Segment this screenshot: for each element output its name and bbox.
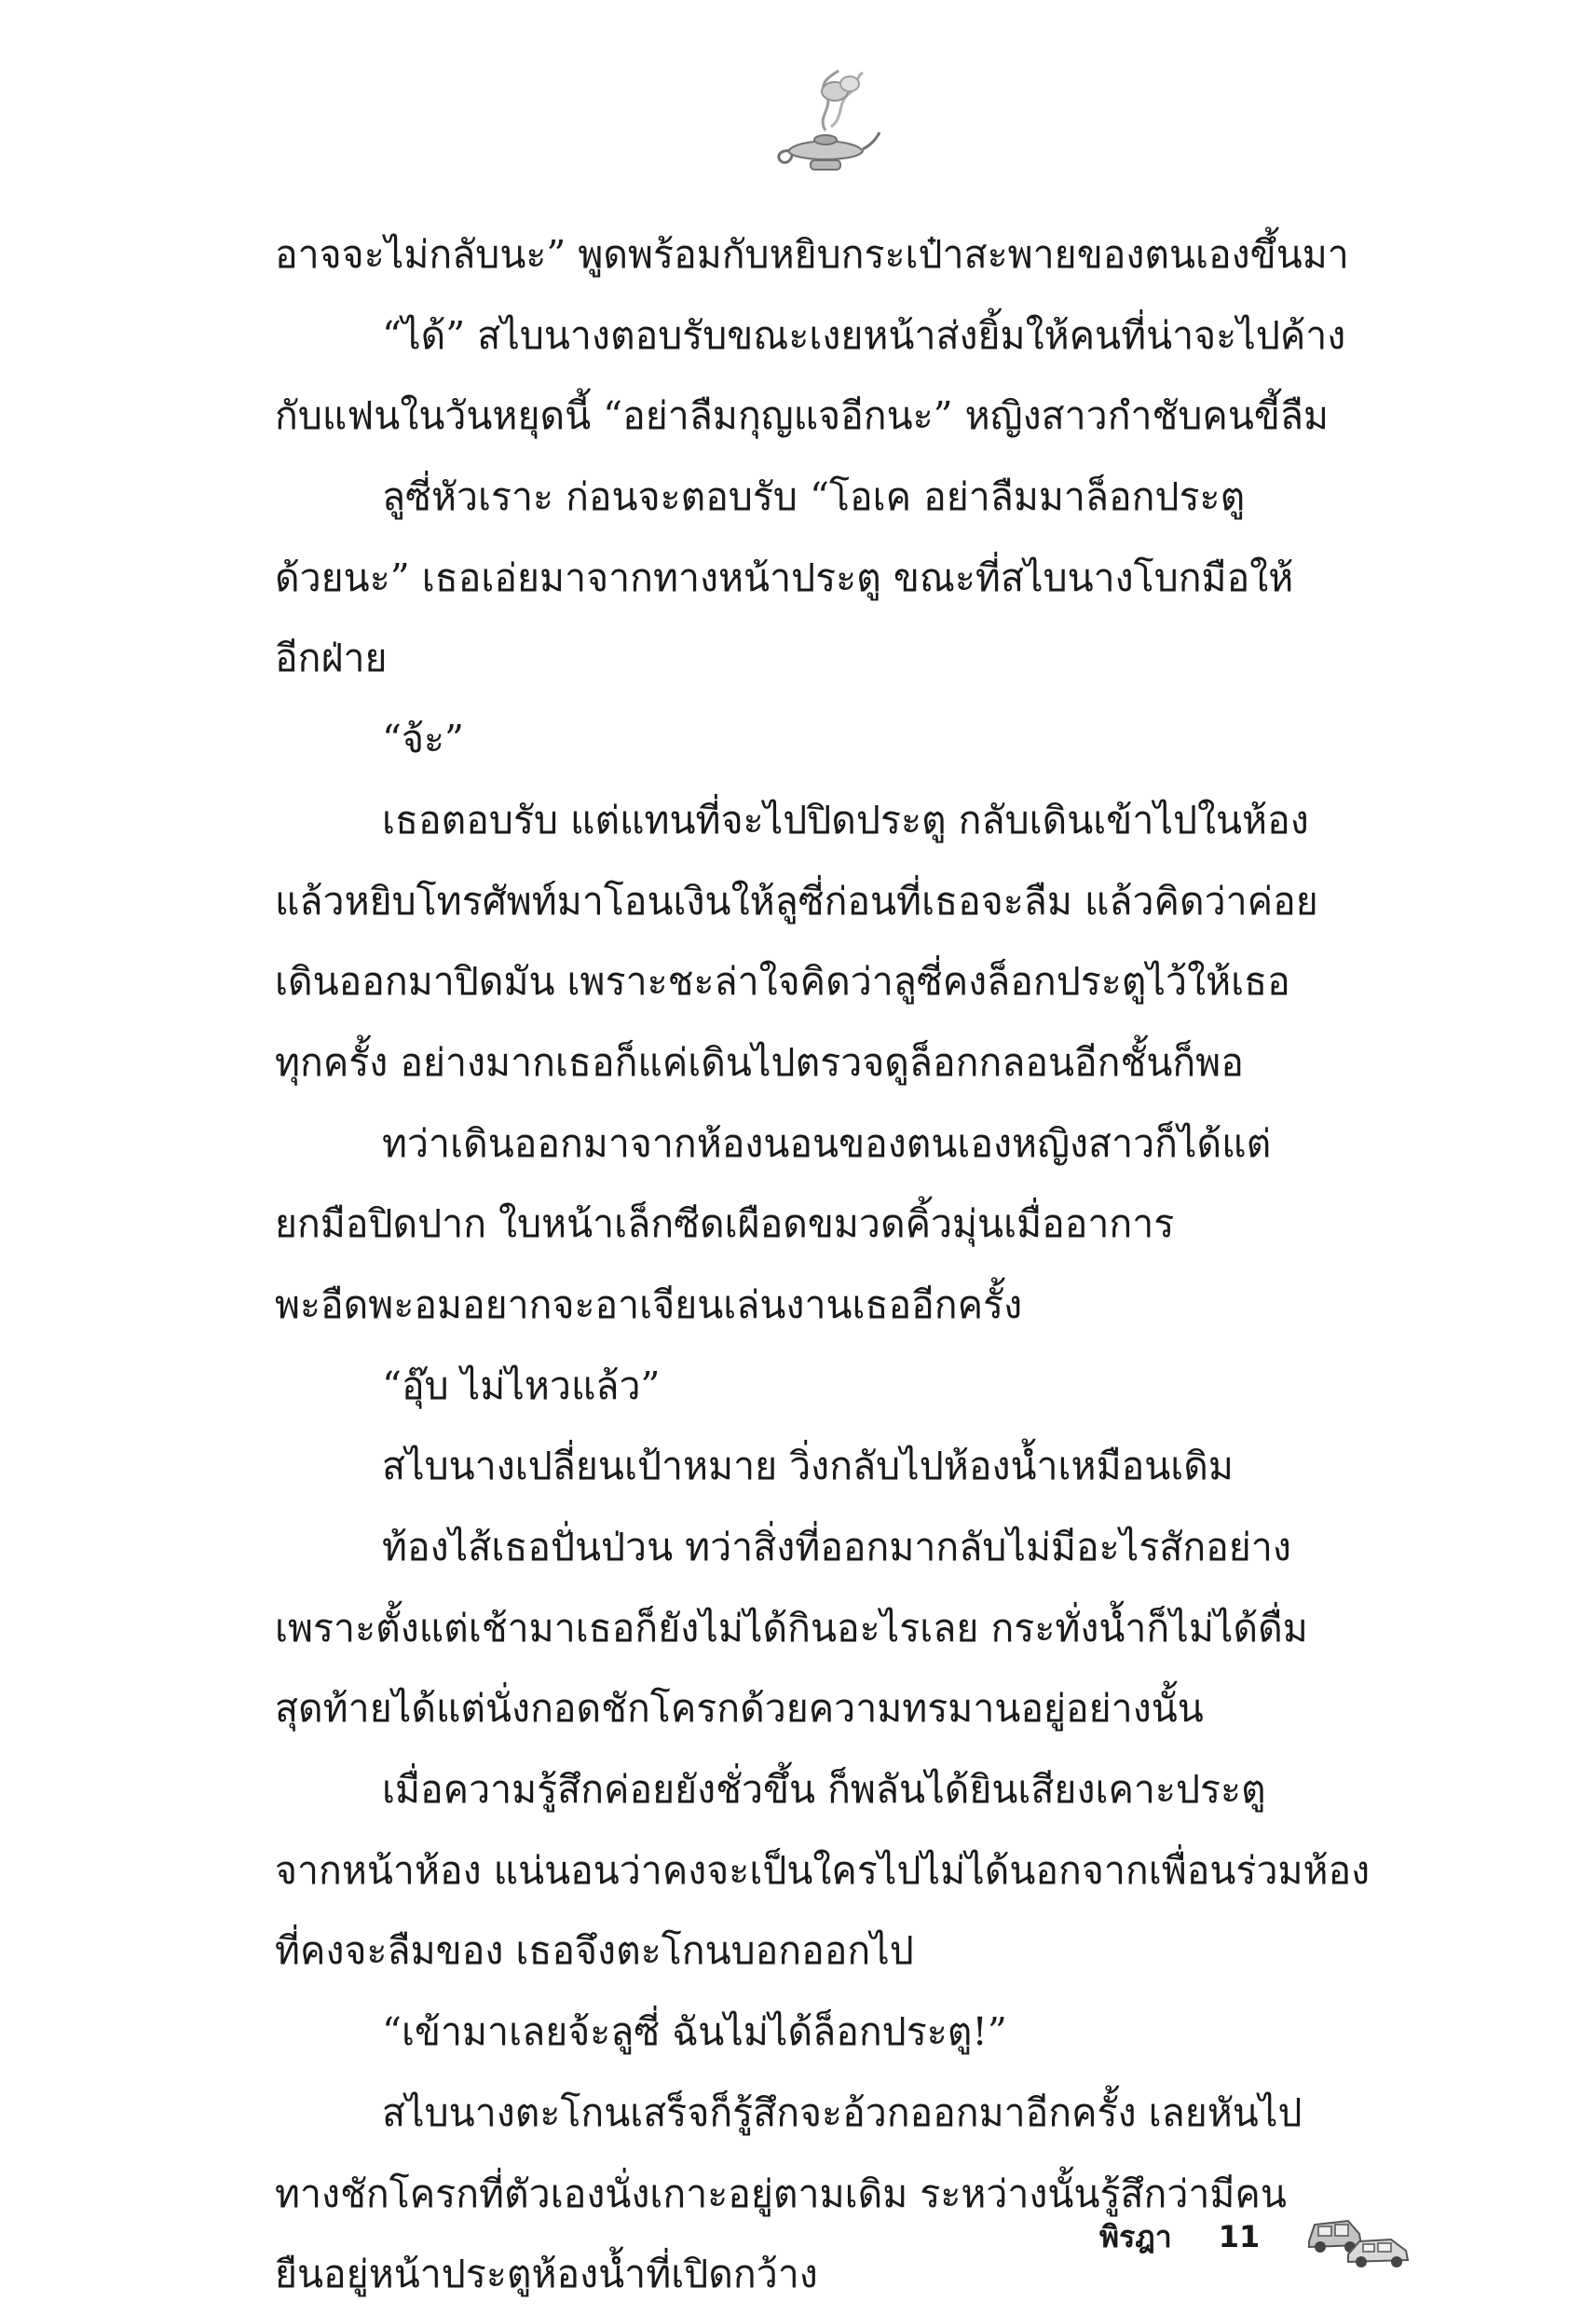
text-line: สไบนางตะโกนเสร็จก็รู้สึกจะอ้วกออกมาอีกครั้ง เลยหันไป [382,2089,1303,2135]
text-line: อีกฝ่าย [275,636,388,681]
text-line: ด้วยนะ” เธอเอ่ยมาจากทางหน้าประตู ขณะที่สไบนางโบกมือให้ [275,555,1294,600]
author-name: พิรฎา [1099,2218,1172,2254]
text-line: ลูซี่หัวเราะ ก่อนจะตอบรับ “โอเค อย่าลืมมาล็อกประตู [382,474,1246,520]
text-line: แล้วหยิบโทรศัพท์มาโอนเงินให้ลูซี่ก่อนที่เธอจะลืม แล้วคิดว่าค่อย [275,878,1318,924]
page-number: 11 [1218,2219,1261,2254]
text-line: จากหน้าห้อง แน่นอนว่าคงจะเป็นใครไปไม่ได้นอกจากเพื่อนร่วมห้อง [275,1847,1371,1893]
text-line: เธอตอบรับ แต่แทนที่จะไปปิดประตู กลับเดินเข้าไปในห้อง [382,797,1309,842]
text-line: ที่คงจะลืมของ เธอจึงตะโกนบอกออกไป [275,1928,914,1974]
text-line: “อุ๊บ ไม่ไหวแล้ว” [382,1363,661,1408]
cars-icon [1302,2204,1413,2269]
text-line: ทุกครั้ง อย่างมากเธอก็แค่เดินไปตรวจดูล็อกกลอนอีกชั้นก็พอ [275,1039,1244,1085]
text-line: ท้องไส้เธอปั่นป่วน ทว่าสิ่งที่ออกมากลับไม่มีอะไรสักอย่าง [382,1525,1291,1569]
text-line: เดินออกมาปิดมัน เพราะชะล่าใจคิดว่าลูซี่คงล็อกประตูไว้ให้เธอ [275,959,1290,1005]
text-line: ยกมือปิดปาก ใบหน้าเล็กซีดเผือดขมวดคิ้วมุ่นเมื่ออาการ [275,1201,1175,1247]
text-line: กับแฟนในวันหยุดนี้ “อย่าลืมกุญแจอีกนะ” หญิงสาวกำชับคนขี้ลืม [275,393,1330,439]
text-line: สุดท้ายได้แต่นั่งกอดชักโครกด้วยความทรมานอยู่อย่างนั้น [275,1686,1204,1732]
text-line: ทางชักโครกที่ตัวเองนั่งเกาะอยู่ตามเดิม ระหว่างนั้นรู้สึกว่ามีคน [275,2171,1287,2216]
text-line: ยืนอยู่หน้าประตูห้องน้ำที่เปิดกว้าง [275,2252,818,2297]
text-line: พะอืดพะอมอยากจะอาเจียนเล่นงานเธออีกครั้ง [275,1281,1023,1327]
text-line: “จ้ะ” [382,717,464,762]
body-text [275,214,1412,2315]
text-line: อาจจะไม่กลับนะ” พูดพร้อมกับหยิบกระเป๋าสะพายของตนเองขึ้นมา [275,232,1349,277]
page-footer [1099,2204,1413,2269]
text-line: เมื่อความรู้สึกค่อยยังชั่วขึ้น ก็พลันได้ยินเสียงเคาะประตู [382,1767,1266,1813]
text-line: เพราะตั้งแต่เช้ามาเธอก็ยังไม่ได้กินอะไรเลย กระทั่งน้ำก็ไม่ได้ดื่ม [275,1605,1308,1651]
text-line: สไบนางเปลี่ยนเป้าหมาย วิ่งกลับไปห้องน้ำเหมือนเดิม [382,1444,1234,1489]
text-line: “เข้ามาเลยจ้ะลูซี่ ฉันไม่ได้ล็อกประตู!” [382,2009,1007,2055]
genie-lamp-icon [770,65,881,186]
text-line: ทว่าเดินออกมาจากห้องนอนของตนเองหญิงสาวก็ได้แต่ [382,1120,1272,1166]
text-line: “ได้” สไบนางตอบรับขณะเงยหน้าส่งยิ้มให้คนที่น่าจะไปค้าง [382,312,1346,358]
